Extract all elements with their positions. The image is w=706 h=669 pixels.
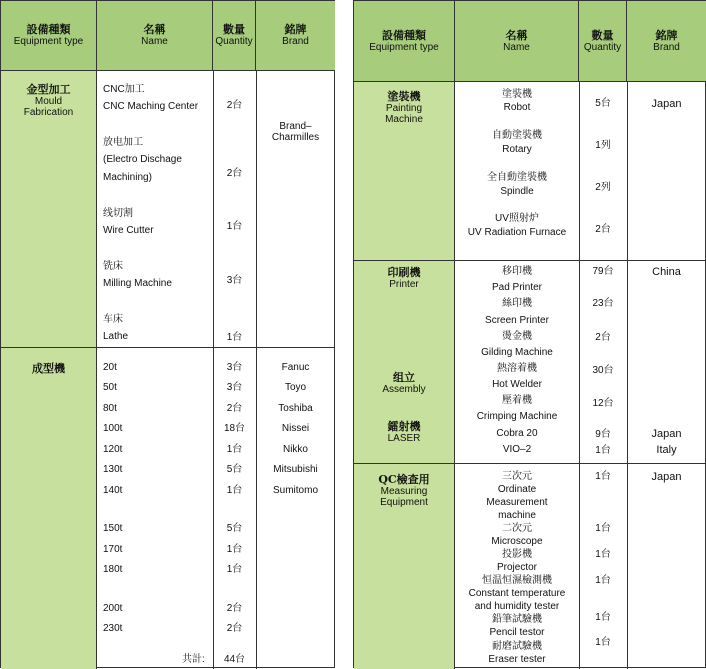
table-row-brand: Sumitomo (272, 485, 318, 496)
table-row-qty: 2台 (226, 623, 243, 634)
list-item-name: 耐磨試驗機 (492, 641, 542, 652)
brand-laser: Italy (656, 444, 677, 456)
category-assembly-zh: 组立 (393, 371, 415, 384)
list-item-qty: 79台 (592, 266, 614, 277)
table-row-qty: 5台 (226, 523, 243, 534)
list-item-name: 鉛筆試驗機 (492, 614, 542, 625)
header-brand-en: Brand (653, 42, 680, 53)
table-row-name: 80t (103, 403, 117, 414)
list-item-qty: 1台 (595, 445, 611, 456)
table-row-qty: 3台 (226, 362, 243, 373)
list-item-qty: 2台 (226, 100, 243, 111)
divider (354, 260, 706, 261)
list-item-qty: 9台 (595, 429, 611, 440)
list-item-name: 二次元 (502, 523, 532, 534)
list-item-qty: 1台 (595, 575, 611, 586)
list-item-name: VIO–2 (502, 444, 532, 455)
category-qc-zh: QC檢查用 (378, 473, 430, 486)
list-item-qty: 1台 (595, 471, 611, 482)
table-row-qty: 1台 (226, 564, 243, 575)
category-mould-en1: Mould (34, 96, 63, 107)
table-row-qty: 1台 (226, 485, 243, 496)
total-qty: 44台 (223, 654, 246, 665)
category-qc-en2: Equipment (380, 497, 428, 508)
list-item-qty: 1台 (595, 612, 611, 623)
table-row-brand: Toyo (284, 382, 307, 393)
category-mould-zh: 金型加工 (26, 83, 71, 96)
table-row-brand: Nissei (281, 423, 310, 434)
list-item-qty: 3台 (226, 275, 243, 286)
list-item-qty: 1台 (226, 221, 243, 232)
header-brand-en: Brand (282, 36, 309, 47)
list-item-name: Microscope (491, 536, 543, 547)
table-row-qty: 18台 (223, 423, 246, 434)
header-type (1, 1, 97, 71)
list-item-name: Projector (496, 562, 537, 573)
table-row-brand: Toshiba (278, 403, 313, 414)
header-brand (627, 1, 706, 82)
category-painting (354, 82, 455, 260)
list-item-name: 投影機 (502, 549, 532, 560)
list-item-name: Eraser tester (488, 654, 546, 665)
list-item-name: Rotary (502, 144, 532, 155)
divider (354, 463, 706, 464)
list-item-qty: 2台 (226, 168, 243, 179)
brand-printer: China (652, 266, 681, 278)
list-item-qty: 23台 (592, 298, 614, 309)
header-name-zh: 名稱 (505, 29, 528, 42)
list-item-qty: 1台 (595, 549, 611, 560)
category-printer-assembly-laser (354, 260, 455, 463)
list-item-name: Spindle (500, 186, 534, 197)
list-item-name: 全自動塗裝機 (487, 172, 547, 183)
category-mould (1, 71, 97, 347)
list-item-name: Pad Printer (491, 282, 543, 293)
header-type (354, 1, 455, 82)
list-item-name: Hot Welder (492, 379, 542, 390)
category-assembly-en: Assembly (382, 384, 426, 395)
list-item-qty: 1列 (595, 140, 611, 151)
list-item-name: UV照射炉 (495, 213, 539, 224)
list-item-name: 燙金機 (502, 331, 532, 342)
list-item-name: 塗裝機 (502, 89, 532, 100)
list-item-name: 絲印機 (502, 298, 532, 309)
header-qty-en: Quantity (583, 42, 622, 53)
table-row-name: 230t (103, 623, 123, 634)
table-row-name: 20t (103, 362, 117, 373)
category-printer-zh: 印刷機 (387, 266, 421, 279)
list-item-name: Screen Printer (485, 315, 549, 326)
list-item-name: 线切割 (103, 208, 133, 219)
table-row-qty: 2台 (226, 403, 243, 414)
list-item-name: machine (498, 510, 536, 521)
header-name-en: Name (503, 42, 530, 53)
header-qty (213, 1, 256, 71)
list-item-name: Pencil testor (489, 627, 545, 638)
list-item-name: CNC Maching Center (103, 101, 199, 112)
category-printer-en: Printer (389, 279, 419, 290)
brand-laser: Japan (651, 428, 682, 440)
list-item-name: 熱溶着機 (497, 363, 537, 374)
category-laser-en: LASER (387, 433, 421, 444)
list-item-name: Crimping Machine (476, 411, 558, 422)
total-label: 共計: (182, 654, 205, 665)
header-name-zh: 名稱 (143, 23, 166, 36)
list-item-name: Machining) (103, 172, 152, 183)
list-item-name: (Electro Dischage (103, 154, 182, 165)
list-item-name: 三次元 (502, 471, 532, 482)
list-item-qty: 5台 (595, 98, 611, 109)
table-row-brand: Fanuc (281, 362, 310, 373)
table-row-name: 180t (103, 564, 123, 575)
list-item-name: CNC加工 (103, 84, 145, 95)
category-qc-en1: Measuring (380, 486, 428, 497)
table-row-name: 130t (103, 464, 123, 475)
left-equipment-table (0, 0, 335, 668)
header-type-zh: 設備種類 (26, 23, 71, 36)
list-item-name: Lathe (103, 331, 129, 342)
brand-painting: Japan (651, 98, 682, 110)
list-item-qty: 1台 (595, 523, 611, 534)
list-item-name: 移印機 (502, 266, 532, 277)
list-item-qty: 12台 (592, 398, 614, 409)
table-row-name: 50t (103, 382, 117, 393)
table-row-qty: 3台 (226, 382, 243, 393)
right-equipment-table (353, 0, 706, 668)
header-brand-zh: 銘牌 (655, 29, 678, 42)
header-type-en: Equipment type (13, 36, 84, 47)
list-item-qty: 2台 (595, 332, 611, 343)
list-item-name: 放电加工 (103, 137, 143, 148)
category-painting-zh: 塗裝機 (387, 90, 421, 103)
category-painting-en2: Machine (385, 114, 423, 125)
list-item-name: Cobra 20 (496, 428, 538, 439)
list-item-qty: 2台 (595, 224, 611, 235)
header-name (455, 1, 579, 82)
category-mould-en2: Fabrication (23, 107, 74, 118)
category-qc (354, 463, 455, 669)
list-item-qty: 30台 (592, 365, 614, 376)
table-row-name: 120t (103, 444, 123, 455)
header-brand (256, 1, 335, 71)
list-item-name: Milling Machine (103, 278, 172, 289)
list-item-name: and humidity tester (474, 601, 560, 612)
header-qty-en: Quantity (215, 36, 253, 47)
list-item-name: 铣床 (103, 261, 123, 272)
list-item-name: 车床 (103, 314, 123, 325)
brand-mould: Brand– (279, 121, 312, 132)
category-molding (1, 347, 97, 669)
category-molding-zh: 成型機 (32, 362, 65, 375)
category-laser-zh: 鐳射機 (387, 420, 421, 433)
header-qty (579, 1, 627, 82)
brand-mould: Charmilles (271, 132, 320, 143)
list-item-name: Measurement (486, 497, 548, 508)
header-type-zh: 設備種類 (382, 29, 426, 42)
header-type-en: Equipment type (369, 42, 439, 53)
list-item-name: Ordinate (497, 484, 537, 495)
list-item-name: Gilding Machine (481, 347, 553, 358)
list-item-name: 壓着機 (502, 395, 532, 406)
table-row-name: 200t (103, 603, 123, 614)
table-row-qty: 5台 (226, 464, 243, 475)
header-brand-zh: 銘牌 (284, 23, 307, 36)
table-row-brand: Mitsubishi (273, 464, 318, 475)
divider (627, 82, 628, 669)
table-row-name: 140t (103, 485, 123, 496)
list-item-name: UV Radiation Furnace (467, 227, 567, 238)
divider (1, 347, 335, 348)
header-name-en: Name (141, 36, 168, 47)
category-painting-en1: Painting (385, 103, 423, 114)
table-row-name: 170t (103, 544, 123, 555)
list-item-name: Constant temperature (468, 588, 566, 599)
table-row-name: 100t (103, 423, 123, 434)
header-name (97, 1, 213, 71)
table-row-qty: 1台 (226, 444, 243, 455)
header-qty-zh: 數量 (223, 23, 245, 36)
brand-qc: Japan (651, 471, 682, 483)
table-row-qty: 1台 (226, 544, 243, 555)
list-item-name: Wire Cutter (103, 225, 154, 236)
table-row-name: 150t (103, 523, 123, 534)
table-row-brand: Nikko (282, 444, 308, 455)
list-item-qty: 1台 (595, 637, 611, 648)
header-qty-zh: 數量 (591, 29, 614, 42)
list-item-name: 自動塗裝機 (492, 130, 542, 141)
list-item-qty: 2列 (595, 182, 611, 193)
table-row-qty: 2台 (226, 603, 243, 614)
list-item-name: Robot (503, 102, 531, 113)
list-item-name: 恒温恒濕檢測機 (482, 575, 552, 586)
list-item-qty: 1台 (226, 332, 243, 343)
